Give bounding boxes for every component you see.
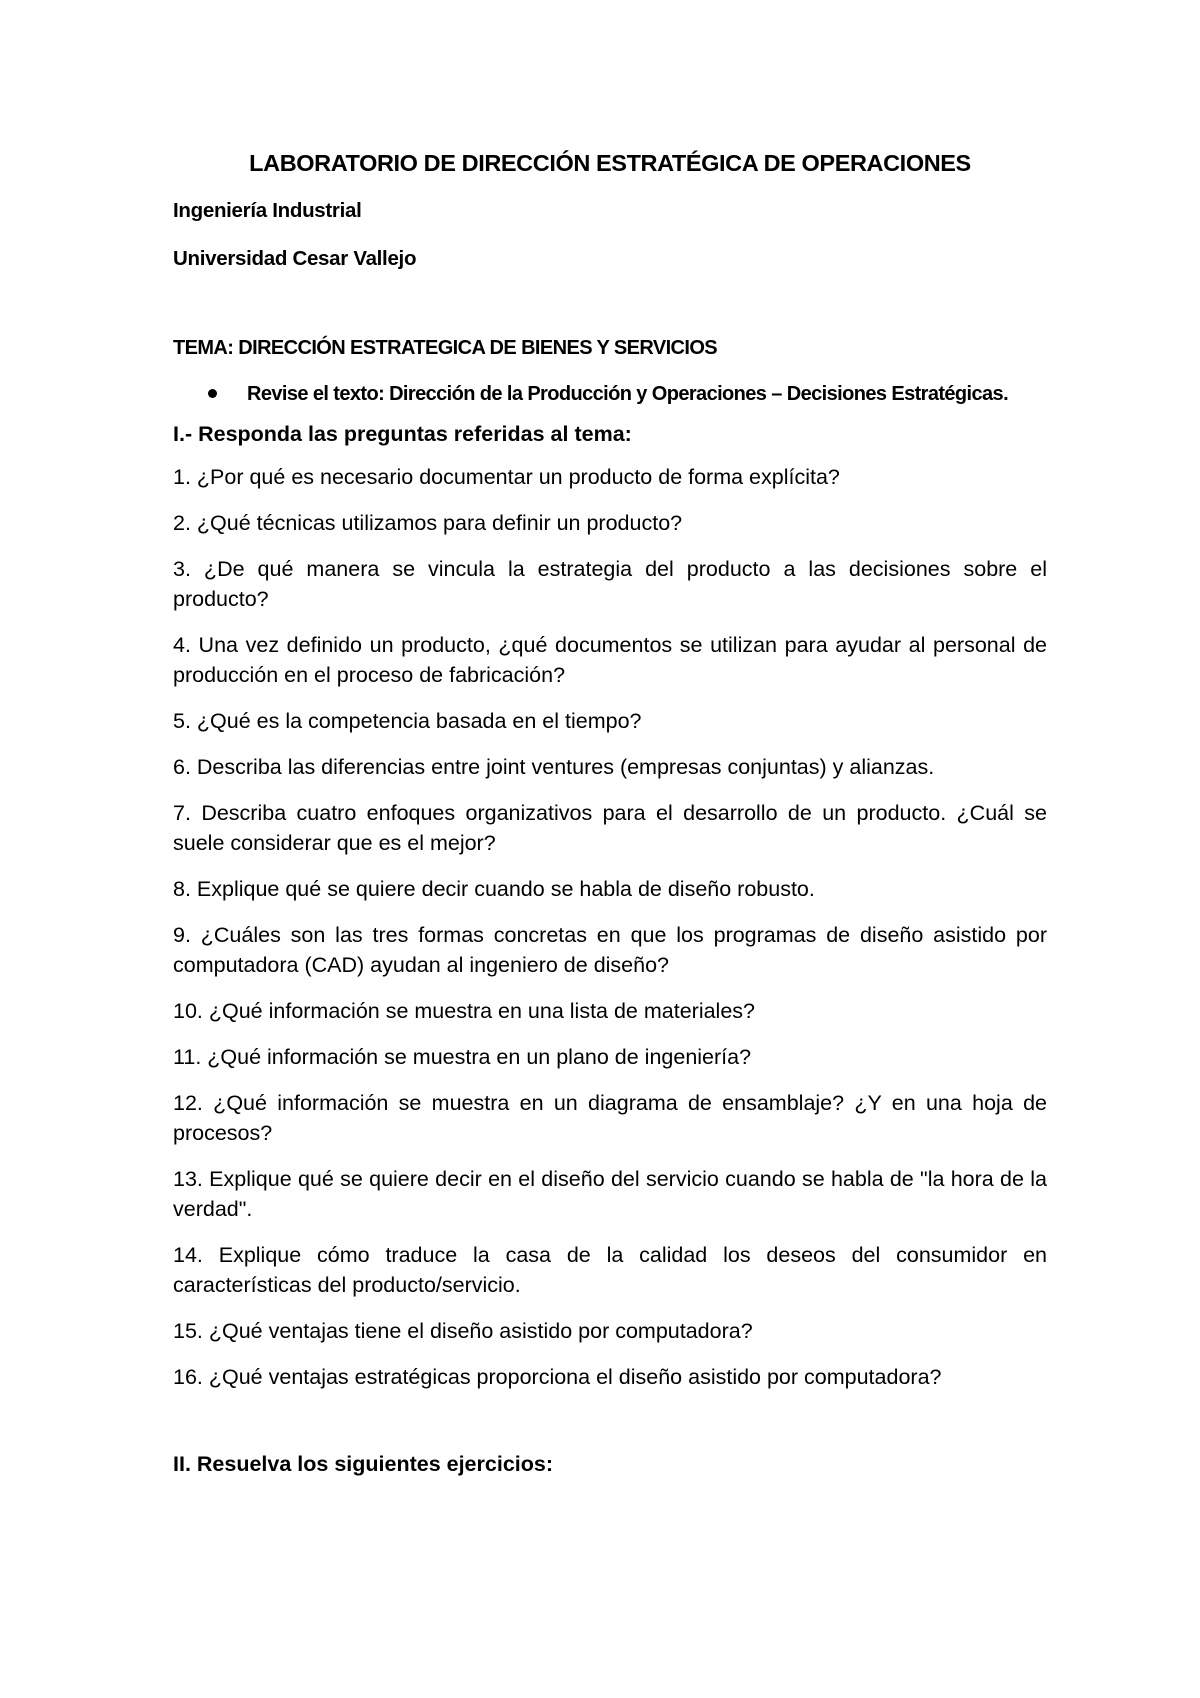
question-item: 6. Describa las diferencias entre joint ventures (empresas conjuntas) y alianzas. [173, 755, 935, 779]
question-item: 5. ¿Qué es la competencia basada en el tiempo? [173, 709, 642, 733]
question-item: 15. ¿Qué ventajas tiene el diseño asistido por computadora? [173, 1319, 753, 1343]
section-1-heading: I.- Responda las preguntas referidas al tema: [173, 422, 632, 446]
topic-line: TEMA: DIRECCIÓN ESTRATEGICA DE BIENES Y SERVICIOS [173, 337, 718, 359]
university-line: Universidad Cesar Vallejo [173, 247, 417, 270]
question-item: 2. ¿Qué técnicas utilizamos para definir un producto? [173, 511, 683, 535]
question-item: 14. Explique cómo traduce la casa de la calidad los deseos del consumidor en características del producto/servicio. [173, 1243, 1047, 1297]
bullet-icon [208, 389, 217, 398]
career-line: Ingeniería Industrial [173, 199, 362, 222]
question-item: 1. ¿Por qué es necesario documentar un producto de forma explícita? [173, 465, 840, 489]
question-item: 12. ¿Qué información se muestra en un diagrama de ensamblaje? ¿Y en una hoja de procesos? [173, 1091, 1047, 1145]
question-item: 7. Describa cuatro enfoques organizativos para el desarrollo de un producto. ¿Cuál se suele considerar que es el mejor? [173, 801, 1047, 855]
question-item: 8. Explique qué se quiere decir cuando se habla de diseño robusto. [173, 877, 815, 901]
question-item: 3. ¿De qué manera se vincula la estrategia del producto a las decisiones sobre el producto? [173, 557, 1047, 611]
question-item: 4. Una vez definido un producto, ¿qué documentos se utilizan para ayudar al personal de producción en el proceso de fabricación? [173, 633, 1047, 687]
question-item: 13. Explique qué se quiere decir en el diseño del servicio cuando se habla de "la hora de la verdad". [173, 1167, 1047, 1221]
bullet-text: Revise el texto: Dirección de la Producción y Operaciones – Decisiones Estratégicas. [247, 383, 1009, 405]
questions-list [173, 462, 1047, 1392]
bullet-item [173, 378, 1047, 410]
question-item: 11. ¿Qué información se muestra en un plano de ingeniería? [173, 1045, 752, 1069]
section-2-heading: II. Resuelva los siguientes ejercicios: [173, 1452, 553, 1476]
document-content [173, 148, 1047, 1478]
question-item: 9. ¿Cuáles son las tres formas concretas en que los programas de diseño asistido por computadora (CAD) ayudan al ingeniero de diseño? [173, 923, 1047, 977]
document-title: LABORATORIO DE DIRECCIÓN ESTRATÉGICA DE OPERACIONES [249, 150, 971, 176]
question-item: 16. ¿Qué ventajas estratégicas proporciona el diseño asistido por computadora? [173, 1365, 942, 1389]
question-item: 10. ¿Qué información se muestra en una lista de materiales? [173, 999, 755, 1023]
